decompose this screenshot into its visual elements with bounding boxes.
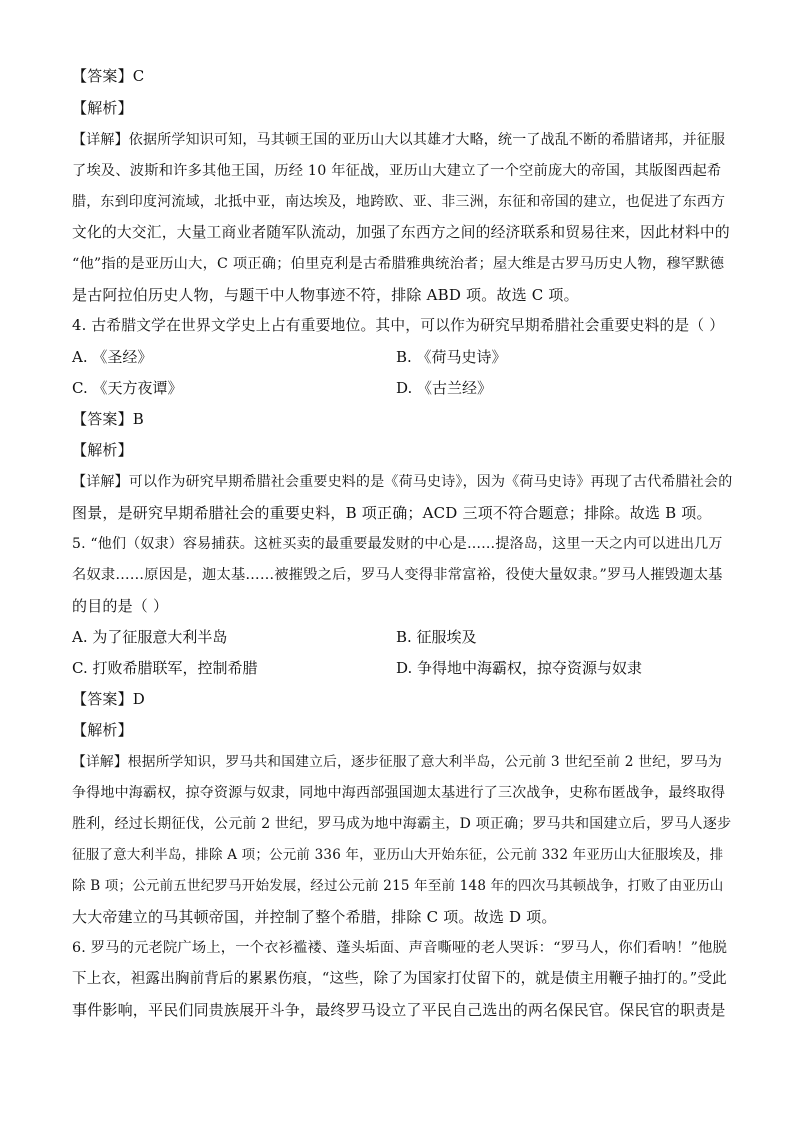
detail-line: 图景，是研究早期希腊社会的重要史料，B 项正确；ACD 三项不符合题意；排除。故选 B 项。 <box>72 504 712 522</box>
detail-line: 【详解】可以作为研究早期希腊社会重要史料的是《荷马史诗》，因为《荷马史诗》再现了古代希腊社会的 <box>72 474 733 490</box>
detail-line: 大大帝建立的马其顿帝国，并控制了整个希腊，排除 C 项。故选 D 项。 <box>72 908 557 926</box>
question-6-stem: 事件影响，平民们同贵族展开斗争，最终罗马设立了平民自己选出的两名保民官。保民官的职责是 <box>72 1001 726 1019</box>
detail-line: 胜利，经过长期征伐，公元前 2 世纪，罗马成为地中海霸主，D 项正确；罗马共和国建立后，罗马人逐步 <box>72 816 732 832</box>
q4-option-c: C. 《天方夜谭》 <box>72 379 183 397</box>
detail-line: 腊，东到印度河流域，北抵中亚，南达埃及，地跨欧、亚、非三洲，东征和帝国的建立，也促进了东西方 <box>72 194 726 210</box>
question-4-stem: 4. 古希腊文学在世界文学史上占有重要地位。其中，可以作为研究早期希腊社会重要史料的是（ ） <box>72 317 725 334</box>
q4-option-d: D. 《古兰经》 <box>396 379 493 397</box>
detail-line: “他”指的是亚历山大，C 项正确；伯里克利是古希腊雅典统治者；屋大维是古罗马历史人物，穆罕默德 <box>72 256 725 272</box>
analysis-label-q5: 【解析】 <box>72 721 133 739</box>
detail-line: 【详解】根据所学知识，罗马共和国建立后，逐步征服了意大利半岛，公元前 3 世纪至前 2 世纪，罗马为 <box>72 754 722 770</box>
detail-line: 争得地中海霸权，掠夺资源与奴隶，同地中海西部强国迦太基进行了三次战争，史称布匿战争，最终取得 <box>72 785 726 801</box>
detail-line: 文化的大交汇，大量工商业者随军队流动，加强了东西方之间的经济联系和贸易往来，因此材料中的 <box>72 224 730 241</box>
q4-option-b: B. 《荷马史诗》 <box>396 348 507 366</box>
question-6-stem: 下上衣，袒露出胸前背后的累累伤痕，“这些，除了为国家打仗留下的，就是债主用鞭子抽打的。”受此 <box>72 971 727 987</box>
analysis-label-q3: 【解析】 <box>72 99 133 117</box>
q5-option-d: D. 争得地中海霸权，掠夺资源与奴隶 <box>396 659 643 677</box>
detail-line: 【详解】依据所学知识可知，马其顿王国的亚历山大以其雄才大略，统一了战乱不断的希腊诸邦，并征服 <box>72 132 726 148</box>
question-5-stem: 的目的是（ ） <box>72 597 169 615</box>
detail-line: 除 B 项；公元前五世纪罗马开始发展，经过公元前 215 年至前 148 年的四次马其顿战争，打败了由亚历山 <box>72 878 724 894</box>
answer-label-q4: 【答案】B <box>72 410 145 428</box>
q4-option-a: A. 《圣经》 <box>72 348 153 366</box>
question-6-stem: 6. 罗马的元老院广场上，一个衣衫褴褛、蓬头垢面、声音嘶哑的老人哭诉：“罗马人，你们看呐！”他脱 <box>72 940 728 956</box>
question-5-stem: 名奴隶……原因是，迦太基……被摧毁之后，罗马人变得非常富裕，役使大量奴隶。”罗马人摧毁迦太基 <box>72 567 723 583</box>
q5-option-c: C. 打败希腊联军，控制希腊 <box>72 659 258 677</box>
answer-label-q3: 【答案】C <box>72 67 145 85</box>
detail-line: 征服了意大利半岛，排除 A 项；公元前 336 年，亚历山大开始东征，公元前 332 年亚历山大征服埃及，排 <box>72 847 724 863</box>
detail-line: 是古阿拉伯历史人物，与题干中人物事迹不符，排除 ABD 项。故选 C 项。 <box>72 286 579 304</box>
analysis-label-q4: 【解析】 <box>72 441 133 459</box>
q5-option-b: B. 征服埃及 <box>396 628 477 646</box>
detail-line: 了埃及、波斯和许多其他王国，历经 10 年征战，亚历山大建立了一个空前庞大的帝国，其版图西起希 <box>72 163 722 179</box>
question-5-stem: 5. “他们（奴隶）容易捕获。这桩买卖的最重要最发财的中心是……提洛岛，这里一天之内可以进出几万 <box>72 536 723 552</box>
q5-option-a: A. 为了征服意大利半岛 <box>72 628 228 646</box>
answer-label-q5: 【答案】D <box>72 690 146 708</box>
